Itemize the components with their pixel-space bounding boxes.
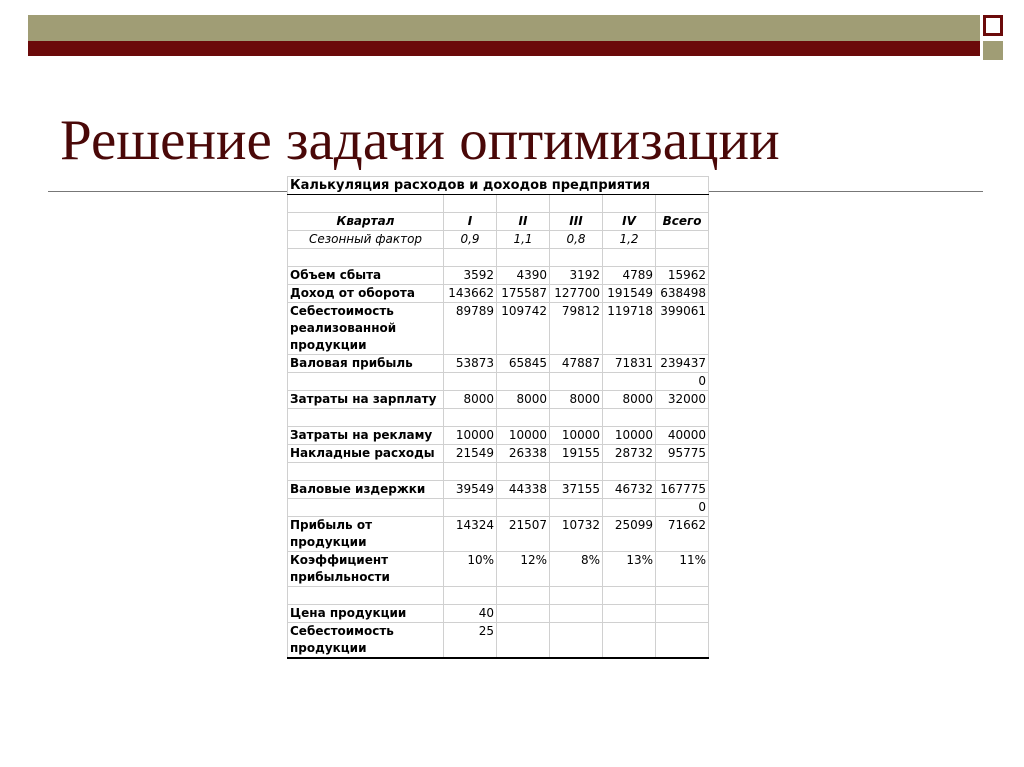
cell-q1: 40 — [444, 605, 497, 623]
row-label: Коэффициент прибыльности — [288, 552, 444, 587]
season-q1: 0,9 — [444, 231, 497, 249]
header-q1: I — [444, 213, 497, 231]
cell-total: 15962 — [656, 267, 709, 285]
calculation-table — [287, 176, 709, 659]
cell-q3: 8% — [550, 552, 603, 587]
cell-total: 71662 — [656, 517, 709, 552]
header-band-maroon — [28, 41, 980, 56]
cell-q1: 143662 — [444, 285, 497, 303]
empty-row — [288, 587, 709, 605]
cell-q1: 89789 — [444, 303, 497, 355]
row-label: Затраты на зарплату — [288, 391, 444, 409]
cell-q4: 10000 — [603, 427, 656, 445]
cell-q4: 191549 — [603, 285, 656, 303]
header-band-olive — [28, 15, 980, 41]
cell-q1: 8000 — [444, 391, 497, 409]
corner-square-outline — [983, 15, 1003, 36]
season-label: Сезонный фактор — [288, 231, 444, 249]
season-q2: 1,1 — [497, 231, 550, 249]
row-label: Валовые издержки — [288, 481, 444, 499]
spreadsheet-image — [287, 176, 708, 678]
cell-q2: 26338 — [497, 445, 550, 463]
cell-q3: 3192 — [550, 267, 603, 285]
season-total — [656, 231, 709, 249]
cell-q3: 37155 — [550, 481, 603, 499]
table-row-price — [288, 605, 709, 623]
cell-total: 95775 — [656, 445, 709, 463]
cell-q2: 65845 — [497, 355, 550, 373]
cell-q4: 8000 — [603, 391, 656, 409]
header-q4: IV — [603, 213, 656, 231]
cell-q4: 46732 — [603, 481, 656, 499]
table-row-unit-cost — [288, 623, 709, 659]
corner-square-filled — [983, 41, 1003, 60]
season-row — [288, 231, 709, 249]
empty-row — [288, 195, 709, 213]
cell-q1: 3592 — [444, 267, 497, 285]
slide-title: Решение задачи оптимизации — [60, 109, 780, 172]
cell-q3: 8000 — [550, 391, 603, 409]
cell-q4: 4789 — [603, 267, 656, 285]
table-title: Калькуляция расходов и доходов предприятия — [288, 177, 709, 195]
cell-q2: 8000 — [497, 391, 550, 409]
cell-q4: 25099 — [603, 517, 656, 552]
table-row-salary — [288, 391, 709, 409]
table-row-cogs — [288, 303, 709, 355]
cell-q2: 4390 — [497, 267, 550, 285]
cell-total: 0 — [656, 373, 709, 391]
table-row-overhead — [288, 445, 709, 463]
cell-q3: 79812 — [550, 303, 603, 355]
cell-q3: 10732 — [550, 517, 603, 552]
table-row-zero — [288, 373, 709, 391]
cell-total: 167775 — [656, 481, 709, 499]
table-row-gross-profit — [288, 355, 709, 373]
header-quarter: Квартал — [288, 213, 444, 231]
season-q3: 0,8 — [550, 231, 603, 249]
header-total: Всего — [656, 213, 709, 231]
table-row-margin — [288, 552, 709, 587]
cell-q2: 21507 — [497, 517, 550, 552]
cell-q3: 47887 — [550, 355, 603, 373]
row-label: Цена продукции — [288, 605, 444, 623]
cell-total: 399061 — [656, 303, 709, 355]
header-q2: II — [497, 213, 550, 231]
row-label: Объем сбыта — [288, 267, 444, 285]
cell-q4: 13% — [603, 552, 656, 587]
cell-q2: 12% — [497, 552, 550, 587]
cell-total: 11% — [656, 552, 709, 587]
cell-total: 0 — [656, 499, 709, 517]
cell-q3: 19155 — [550, 445, 603, 463]
table-row-ads — [288, 427, 709, 445]
cell-q4: 119718 — [603, 303, 656, 355]
cell-total: 40000 — [656, 427, 709, 445]
cell-q1: 39549 — [444, 481, 497, 499]
table-row-revenue — [288, 285, 709, 303]
row-label: Себестоимость реализованной продукции — [288, 303, 444, 355]
cell-q3: 10000 — [550, 427, 603, 445]
cell-q1: 25 — [444, 623, 497, 659]
header-q3: III — [550, 213, 603, 231]
cell-q3: 127700 — [550, 285, 603, 303]
season-q4: 1,2 — [603, 231, 656, 249]
table-row-volume — [288, 267, 709, 285]
cell-q1: 53873 — [444, 355, 497, 373]
cell-q2: 10000 — [497, 427, 550, 445]
row-label: Валовая прибыль — [288, 355, 444, 373]
row-label: Накладные расходы — [288, 445, 444, 463]
table-row-gross-costs — [288, 481, 709, 499]
row-label: Доход от оборота — [288, 285, 444, 303]
table-header-row — [288, 213, 709, 231]
empty-row — [288, 249, 709, 267]
cell-q2: 44338 — [497, 481, 550, 499]
cell-q4: 28732 — [603, 445, 656, 463]
cell-q2: 175587 — [497, 285, 550, 303]
cell-q2: 109742 — [497, 303, 550, 355]
table-row-profit — [288, 517, 709, 552]
row-label: Затраты на рекламу — [288, 427, 444, 445]
cell-total: 32000 — [656, 391, 709, 409]
cell-total: 638498 — [656, 285, 709, 303]
cell-total: 239437 — [656, 355, 709, 373]
empty-row — [288, 463, 709, 481]
cell-q1: 21549 — [444, 445, 497, 463]
cell-q1: 10% — [444, 552, 497, 587]
cell-q1: 14324 — [444, 517, 497, 552]
empty-row — [288, 409, 709, 427]
row-label: Прибыль от продукции — [288, 517, 444, 552]
cell-q4: 71831 — [603, 355, 656, 373]
cell-q1: 10000 — [444, 427, 497, 445]
table-title-row — [288, 177, 709, 195]
row-label: Себестоимость продукции — [288, 623, 444, 659]
table-row-zero — [288, 499, 709, 517]
